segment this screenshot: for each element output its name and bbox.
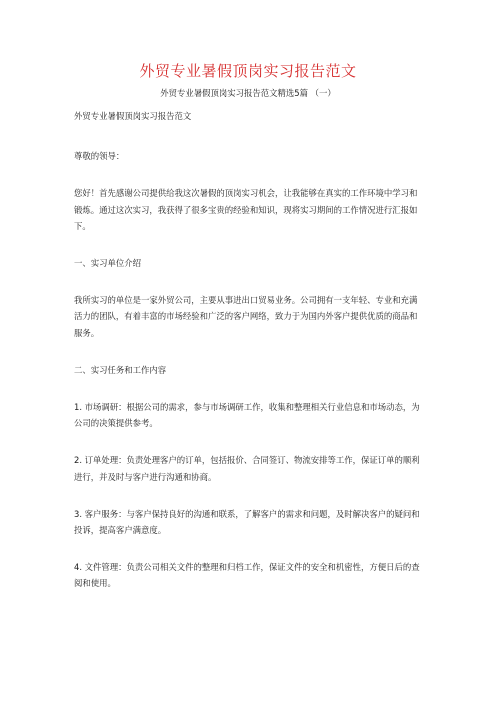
document-title: 外贸专业暑假顶岗实习报告范文: [139, 62, 357, 80]
section-body-unit-intro: 我所实习的单位是一家外贸公司，主要从事进出口贸易业务。公司拥有一支年轻、专业和充满活力的团队，有着丰富的市场经验和广泛的客户网络，致力于为国内外客户提供优质的商品和服务。: [74, 295, 418, 338]
heading-line: 外贸专业暑假顶岗实习报告范文: [74, 111, 192, 121]
task-item-market-research: 1. 市场调研：根据公司的需求，参与市场调研工作，收集和整理相关行业信息和市场动态，为公司的决策提供参考。: [74, 402, 420, 429]
section-heading-tasks: 二、实习任务和工作内容: [74, 364, 167, 375]
salutation: 尊敬的领导：: [74, 151, 125, 162]
document-subtitle: 外贸专业暑假顶岗实习报告范文精选5篇 （一）: [160, 88, 336, 98]
section-heading-unit-intro: 一、实习单位介绍: [74, 258, 141, 269]
task-item-order-processing: 2. 订单处理：负责处理客户的订单，包括报价、合同签订、物流安排等工作，保证订单的顺利进行，并及时与客户进行沟通和协商。: [74, 455, 420, 482]
task-item-customer-service: 3. 客户服务：与客户保持良好的沟通和联系，了解客户的需求和问题，及时解决客户的疑问和投诉，提高客户满意度。: [74, 508, 420, 536]
task-item-file-management: 4. 文件管理：负责公司相关文件的整理和归档工作，保证文件的安全和机密性，方便日后的查阅和使用。: [74, 562, 420, 589]
intro-paragraph: 您好！首先感谢公司提供给我这次暑假的顶岗实习机会，让我能够在真实的工作环境中学习和锻炼。通过这次实习，我获得了很多宝贵的经验和知识，现将实习期间的工作情况进行汇报如下。: [74, 188, 418, 231]
